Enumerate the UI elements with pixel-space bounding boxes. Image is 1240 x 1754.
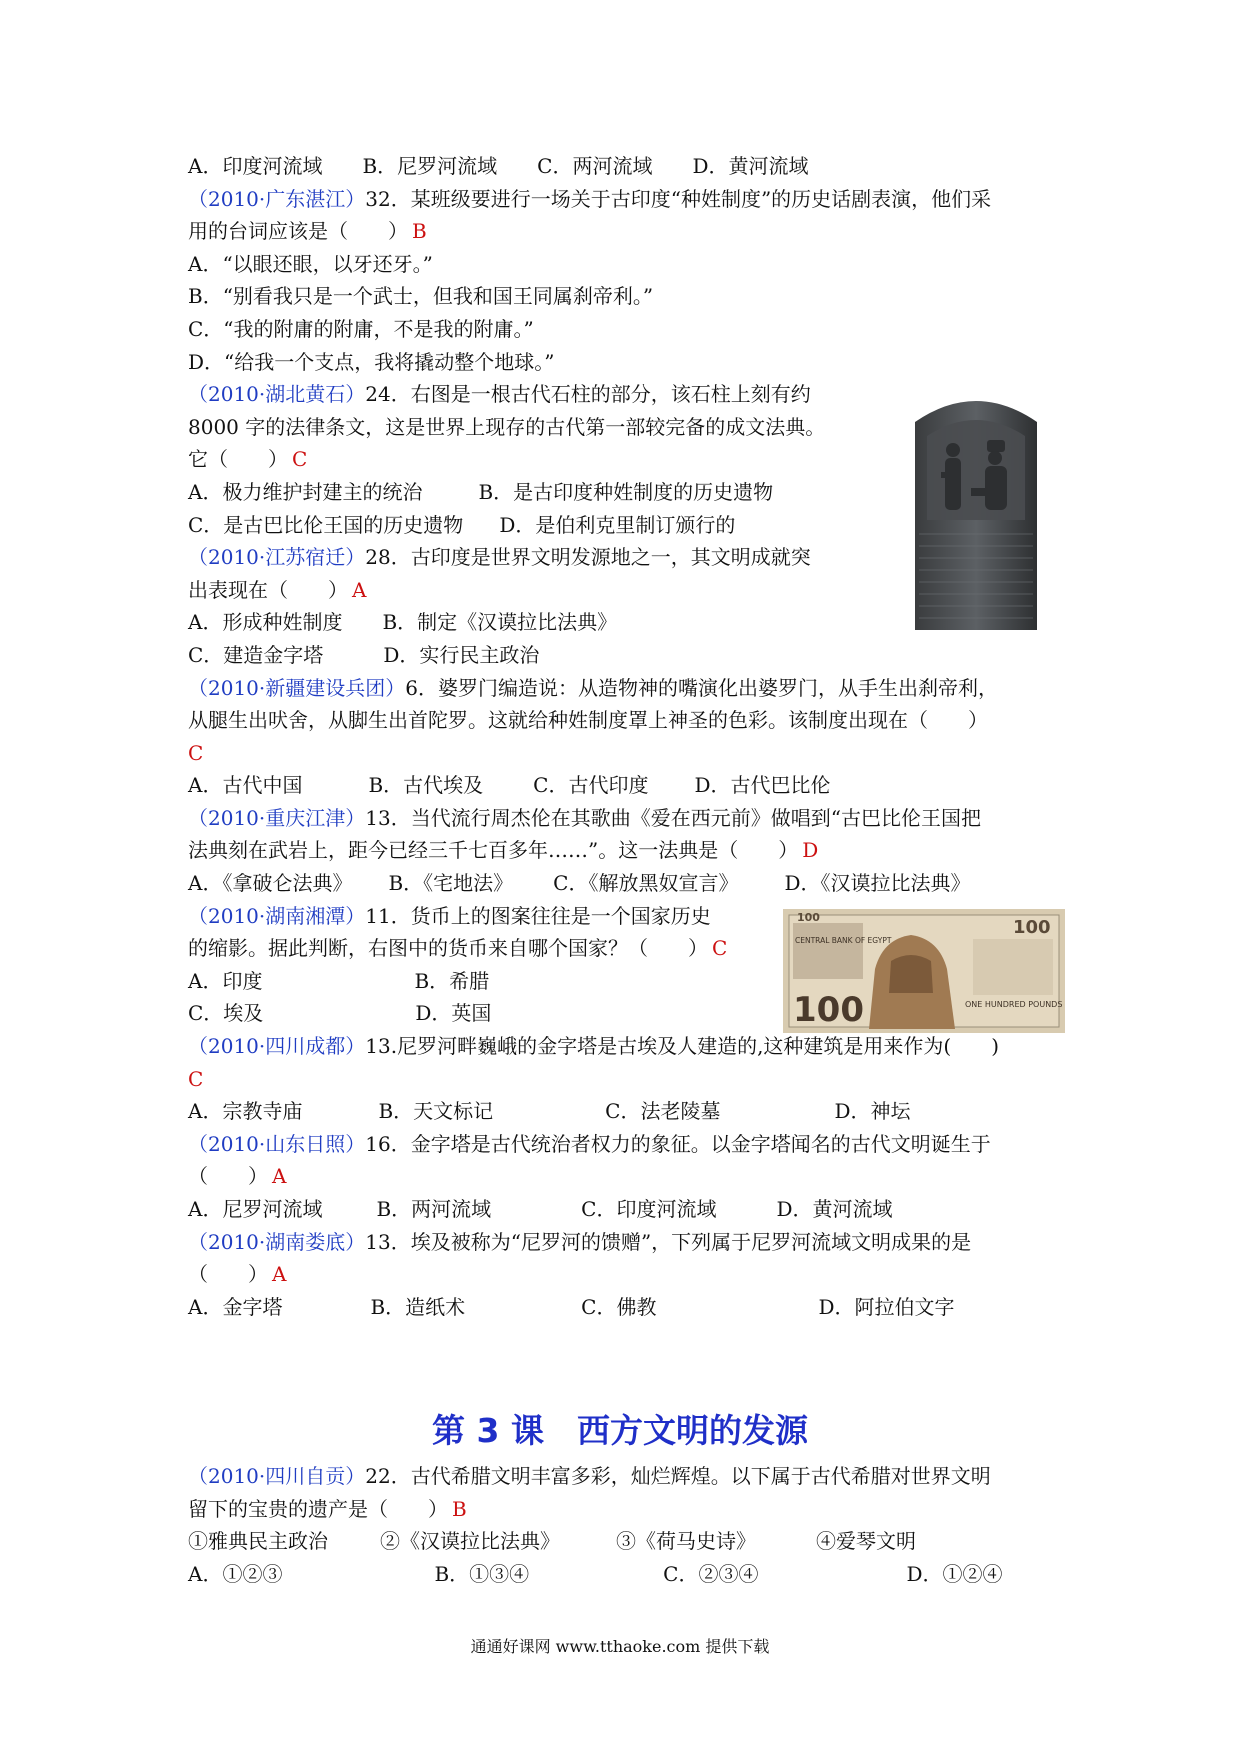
question-source: （2010·四川成都） — [188, 1034, 366, 1059]
option-text: C．法老陵墓 — [605, 1099, 721, 1124]
question-text: 22．古代希腊文明丰富多彩，灿烂辉煌。以下属于古代希腊对世界文明 — [365, 1464, 991, 1488]
option-text: ①雅典民主政治 — [188, 1529, 328, 1554]
question-text: 出表现在（ ） — [188, 577, 348, 602]
answer-key: A — [352, 577, 367, 602]
options-row — [188, 639, 1068, 672]
option-text: D．英国 — [415, 1001, 492, 1026]
question-text: 它（ ） — [188, 447, 288, 472]
option-text: A．“以眼还眼，以牙还牙。” — [188, 251, 433, 276]
question-text: 24．右图是一根古代石柱的部分，该石柱上刻有约 — [365, 382, 811, 407]
option-text: ④爱琴文明 — [816, 1529, 916, 1554]
option-line — [188, 280, 1068, 313]
option-text: A．金字塔 — [188, 1294, 283, 1319]
option-text: ②《汉谟拉比法典》 — [380, 1529, 560, 1554]
option-text: A．印度 — [188, 968, 263, 993]
option-text: B．①③④ — [434, 1561, 530, 1586]
question-line — [188, 183, 1068, 216]
question-source: （2010·新疆建设兵团） — [188, 675, 406, 700]
question-text: 32．某班级要进行一场关于古印度“种姓制度”的历史话剧表演，他们采 — [365, 186, 992, 211]
option-text: D．古代巴比伦 — [694, 773, 831, 798]
option-line — [188, 248, 1068, 281]
option-text: C．两河流域 — [537, 154, 653, 178]
question-line — [188, 1460, 1068, 1493]
question-text: 8000 字的法律条文，这是世界上现存的古代第一部较完备的成文法典。 — [188, 414, 826, 439]
question-text: 16．金字塔是古代统治者权力的象征。以金字塔闻名的古代文明诞生于 — [365, 1131, 991, 1156]
answer-key: B — [452, 1496, 467, 1521]
answer-key: C — [292, 447, 308, 472]
option-text: A．古代中国 — [188, 773, 303, 798]
question-source: （2010·湖北黄石） — [188, 382, 366, 407]
options-row — [188, 769, 1068, 802]
page-footer: 通通好课网 www.tthaoke.com 提供下载 — [470, 1637, 770, 1656]
question-text: 13.尼罗河畔巍峨的金字塔是古埃及人建造的,这种建筑是用来作为( ) — [365, 1034, 1000, 1059]
question-text: 法典刻在武岩上，距今已经三千七百多年……”。这一法典是（ ） — [188, 838, 799, 863]
option-text: A．《拿破仑法典》 — [188, 871, 353, 896]
question-line — [188, 802, 1068, 835]
question-line — [188, 1493, 1068, 1526]
option-text: D．是伯利克里制订颁行的 — [499, 512, 736, 537]
option-line — [188, 346, 1068, 379]
question-source: （2010·山东日照） — [188, 1131, 366, 1156]
option-text: B．天文标记 — [378, 1099, 494, 1124]
options-row — [188, 1095, 1068, 1128]
option-text: B．尼罗河流域 — [362, 154, 498, 178]
option-text: D．实行民主政治 — [383, 642, 540, 667]
question-source: （2010·江苏宿迁） — [188, 545, 366, 570]
option-text: C．佛教 — [581, 1294, 657, 1319]
question-text: 13．埃及被称为“尼罗河的馈赠”，下列属于尼罗河流域文明成果的是 — [365, 1229, 972, 1254]
section-title: 第 3 课 西方文明的发源 — [432, 1411, 808, 1450]
option-text: A．宗教寺庙 — [188, 1099, 303, 1124]
option-text: C．《解放黑奴宣言》 — [553, 871, 739, 896]
question-text: 28．古印度是世界文明发源地之一，其文明成就突 — [365, 545, 811, 570]
options-row — [188, 1558, 1068, 1591]
question-text: 11．货币上的图案往往是一个国家历史 — [365, 903, 711, 928]
question-source: （2010·重庆江津） — [188, 805, 366, 830]
options-row — [188, 1525, 1068, 1558]
option-text: B．古代埃及 — [368, 773, 484, 798]
option-text: B．造纸术 — [370, 1294, 466, 1319]
answer-key: A — [272, 1164, 287, 1189]
banknote-bank-name: CENTRAL BANK OF EGYPT — [795, 936, 892, 945]
question-text: 13．当代流行周杰伦在其歌曲《爱在西元前》做唱到“古巴比伦王国把 — [365, 805, 981, 830]
question-list-2 — [188, 1460, 1068, 1590]
hammurabi-stele-image — [905, 392, 1047, 630]
answer-key: C — [188, 740, 204, 765]
question-line — [188, 834, 1068, 867]
option-text: C．埃及 — [188, 1001, 264, 1026]
option-text: B．“别看我只是一个武士，但我和国王同属刹帝利。” — [188, 284, 654, 309]
answer-key: D — [802, 838, 819, 863]
option-text: A．形成种姓制度 — [188, 610, 343, 635]
egyptian-banknote-image — [783, 909, 1065, 1033]
answer-key: C — [712, 936, 728, 961]
options-row — [188, 867, 1068, 900]
option-text: B．两河流域 — [376, 1197, 492, 1221]
option-text: D．黄河流域 — [692, 154, 809, 178]
banknote-denom-right: 100 — [1013, 917, 1051, 938]
banknote-amount-text: ONE HUNDRED POUNDS — [965, 1000, 1063, 1009]
answer-key: C — [188, 1066, 204, 1091]
question-text: 用的台词应该是（ ） — [188, 219, 408, 244]
option-text: B．《宅地法》 — [388, 871, 514, 896]
question-text: 的缩影。据此判断，右图中的货币来自哪个国家？（ ） — [188, 936, 708, 961]
option-text: A．印度河流域 — [188, 154, 323, 178]
options-row — [188, 1193, 1068, 1226]
banknote-denom-top: 100 — [797, 911, 820, 924]
question-line — [188, 1128, 1068, 1161]
option-text: D．阿拉伯文字 — [818, 1294, 955, 1319]
question-line — [188, 215, 1068, 248]
option-text: B．希腊 — [414, 968, 490, 993]
option-line — [188, 313, 1068, 346]
option-text: A．极力维护封建主的统治 — [188, 479, 423, 504]
answer-key: A — [272, 1262, 287, 1287]
question-text: 6．婆罗门编造说：从造物神的嘴演化出婆罗门，从手生出刹帝利， — [405, 675, 998, 700]
question-source: （2010·广东湛江） — [188, 186, 366, 211]
question-source: （2010·湖南娄底） — [188, 1229, 366, 1254]
question-list — [188, 150, 1068, 1323]
option-text: C．建造金字塔 — [188, 642, 324, 667]
question-line — [188, 1226, 1068, 1259]
option-text: D．《汉谟拉比法典》 — [784, 871, 971, 896]
banknote-denom-large: 100 — [793, 990, 864, 1030]
option-text: C．是古巴比伦王国的历史遗物 — [188, 512, 464, 537]
answer-key: B — [412, 219, 427, 244]
option-text: ③《荷马史诗》 — [616, 1529, 756, 1554]
option-text: C．②③④ — [663, 1561, 759, 1586]
question-source: （2010·四川自贡） — [188, 1464, 366, 1488]
question-line — [188, 704, 1068, 737]
option-text: B．制定《汉谟拉比法典》 — [382, 610, 618, 635]
question-text: 从腿生出吠舍，从脚生出首陀罗。这就给种姓制度罩上神圣的色彩。该制度出现在（ ） — [188, 708, 988, 733]
option-text: C．古代印度 — [533, 773, 649, 798]
question-source: （2010·湖南湘潭） — [188, 903, 366, 928]
question-line — [188, 672, 1068, 705]
option-text: A．①②③ — [188, 1561, 283, 1586]
question-line — [188, 1160, 1068, 1193]
question-text: （ ） — [188, 1262, 268, 1287]
question-line — [188, 737, 1068, 770]
question-line — [188, 1063, 1068, 1096]
option-text: D．神坛 — [834, 1099, 911, 1124]
question-text: 留下的宝贵的遗产是（ ） — [188, 1496, 448, 1521]
option-text: C．印度河流域 — [581, 1197, 717, 1221]
option-text: D．黄河流域 — [776, 1197, 893, 1221]
option-text: D．①②④ — [906, 1561, 1003, 1586]
option-text: A．尼罗河流域 — [188, 1197, 323, 1221]
option-text: B．是古印度种姓制度的历史遗物 — [478, 479, 774, 504]
options-row — [188, 1291, 1068, 1324]
option-text: D．“给我一个支点，我将撬动整个地球。” — [188, 349, 555, 374]
question-text: （ ） — [188, 1164, 268, 1189]
options-row — [188, 150, 1068, 183]
option-text: C．“我的附庸的附庸，不是我的附庸。” — [188, 316, 534, 341]
question-line — [188, 1258, 1068, 1291]
question-line — [188, 1030, 1068, 1063]
